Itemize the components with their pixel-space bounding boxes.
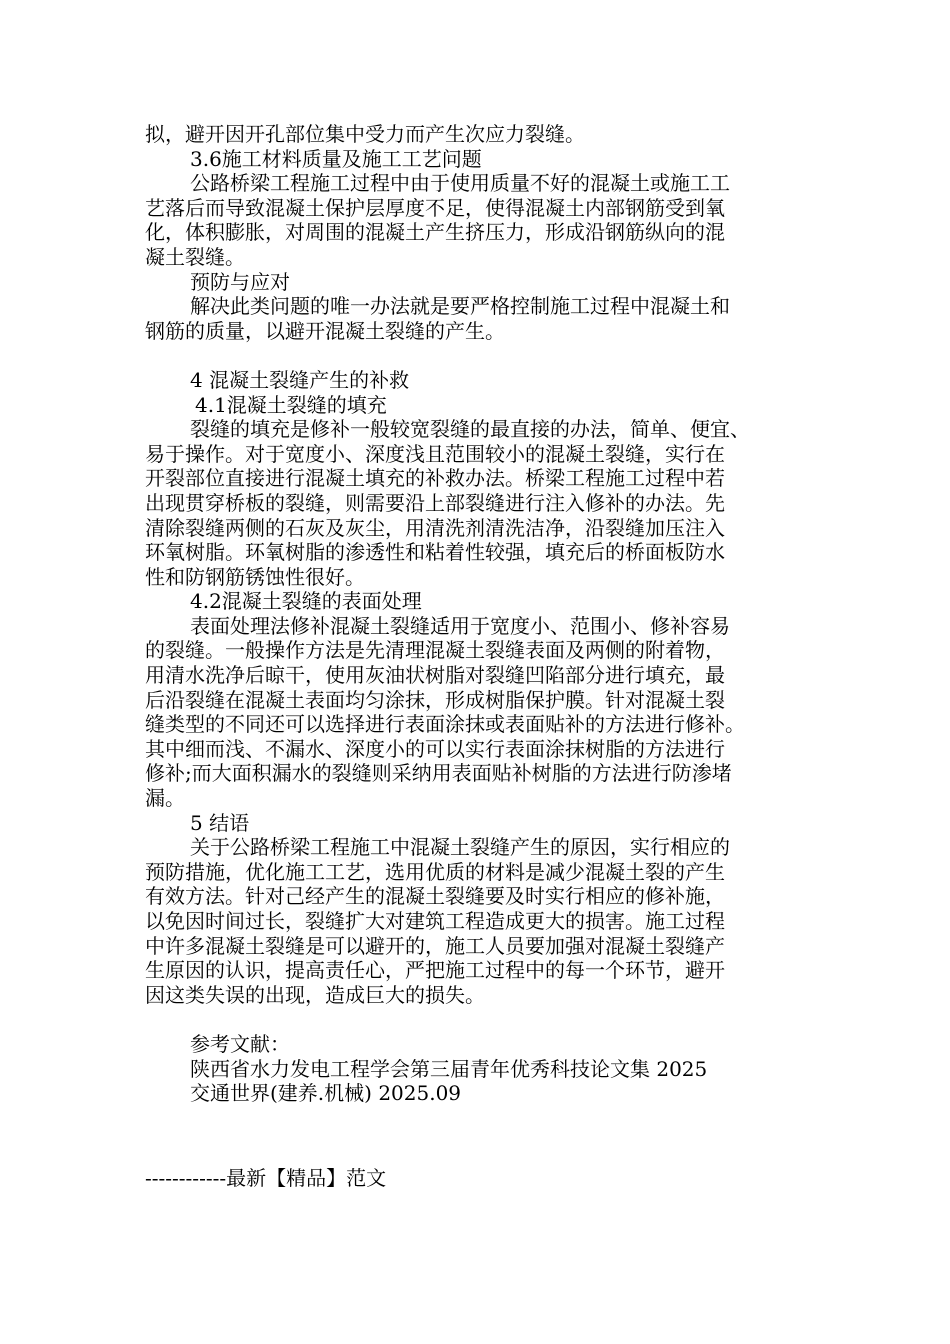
paragraph-line: 生原因的认识，提高责任心，严把施工过程中的每一个环节，避开 <box>145 958 725 983</box>
paragraph-line: 开裂部位直接进行混凝土填充的补救办法。桥梁工程施工过程中若 <box>145 466 725 491</box>
paragraph-line: 缝类型的不同还可以选择进行表面涂抹或表面贴补的方法进行修补。 <box>145 712 745 737</box>
section-heading-3-6: 3.6施工材料质量及施工工艺问题 <box>190 146 482 171</box>
paragraph-line: 中许多混凝土裂缝是可以避开的，施工人员要加强对混凝土裂缝产 <box>145 933 725 958</box>
paragraph-line: 拟，避开因开孔部位集中受力而产生次应力裂缝。 <box>145 122 585 146</box>
paragraph-line: 性和防钢筋锈蚀性很好。 <box>145 564 365 589</box>
paragraph-line: 解决此类问题的唯一办法就是要严格控制施工过程中混凝土和 <box>190 294 730 319</box>
section-heading-4-1: 4.1混凝土裂缝的填充 <box>195 392 387 417</box>
paragraph-line: 艺落后而导致混凝土保护层厚度不足，使得混凝土内部钢筋受到氧 <box>145 195 725 220</box>
blank-line <box>145 343 809 368</box>
section-heading-4: 4 混凝土裂缝产生的补救 <box>190 367 410 392</box>
paragraph-line: 以免因时间过长，裂缝扩大对建筑工程造成更大的损害。施工过程 <box>145 909 725 933</box>
section-heading-4-2: 4.2混凝土裂缝的表面处理 <box>190 589 422 614</box>
paragraph-line: 因这类失误的出现，造成巨大的损失。 <box>145 982 485 1007</box>
reference-item: 陕西省水力发电工程学会第三届青年优秀科技论文集 2025 <box>190 1056 708 1081</box>
reference-item: 交通世界(建养.机械) 2025.09 <box>190 1081 462 1106</box>
paragraph-line: 裂缝的填充是修补一般较宽裂缝的最直接的办法，简单、便宜、 <box>190 417 750 442</box>
paragraph-line: 有效方法。针对己经产生的混凝土裂缝要及时实行相应的修补施， <box>145 884 725 909</box>
paragraph-line: 后沿裂缝在混凝土表面均匀涂抹，形成树脂保护膜。针对混凝土裂 <box>145 687 725 712</box>
paragraph-line: 出现贯穿桥板的裂缝，则需要沿上部裂缝进行注入修补的办法。先 <box>145 490 725 515</box>
paragraph-line: 化，体积膨胀，对周围的混凝土产生挤压力，形成沿钢筋纵向的混 <box>145 220 725 245</box>
paragraph-line: 钢筋的质量，以避开混凝土裂缝的产生。 <box>145 318 505 343</box>
paragraph-line: 的裂缝。一般操作方法是先清理混凝土裂缝表面及两侧的附着物， <box>145 638 725 663</box>
paragraph-line: 修补;而大面积漏水的裂缝则采纳用表面贴补树脂的方法进行防渗堵 <box>145 761 732 786</box>
paragraph-line: 其中细而浅、不漏水、深度小的可以实行表面涂抹树脂的方法进行 <box>145 736 725 761</box>
paragraph-line: 易于操作。对于宽度小、深度浅且范围较小的混凝土裂缝，实行在 <box>145 441 725 466</box>
paragraph-line: 关于公路桥梁工程施工中混凝土裂缝产生的原因，实行相应的 <box>190 835 730 860</box>
section-heading-5: 5 结语 <box>190 810 250 835</box>
paragraph-line: 表面处理法修补混凝土裂缝适用于宽度小、范围小、修补容易 <box>190 613 730 638</box>
paragraph-line: 预防措施，优化施工工艺，选用优质的材料是减少混凝土裂的产生 <box>145 859 725 884</box>
paragraph-line: 公路桥梁工程施工过程中由于使用质量不好的混凝土或施工工 <box>190 171 730 196</box>
paragraph-line: 用清水洗净后晾干，使用灰油状树脂对裂缝凹陷部分进行填充，最 <box>145 663 725 688</box>
references-heading: 参考文献： <box>190 1031 290 1056</box>
paragraph-line: 凝土裂缝。 <box>145 244 245 269</box>
footer-banner: ------------最新【精品】范文 <box>145 1166 387 1190</box>
document-body <box>145 122 809 1106</box>
blank-line <box>145 1007 809 1032</box>
paragraph-line: 环氧树脂。环氧树脂的渗透性和粘着性较强，填充后的桥面板防水 <box>145 540 725 565</box>
subheading-prevention: 预防与应对 <box>190 269 290 294</box>
paragraph-line: 清除裂缝两侧的石灰及灰尘，用清洗剂清洗洁净，沿裂缝加压注入 <box>145 515 725 540</box>
paragraph-line: 漏。 <box>145 786 185 811</box>
